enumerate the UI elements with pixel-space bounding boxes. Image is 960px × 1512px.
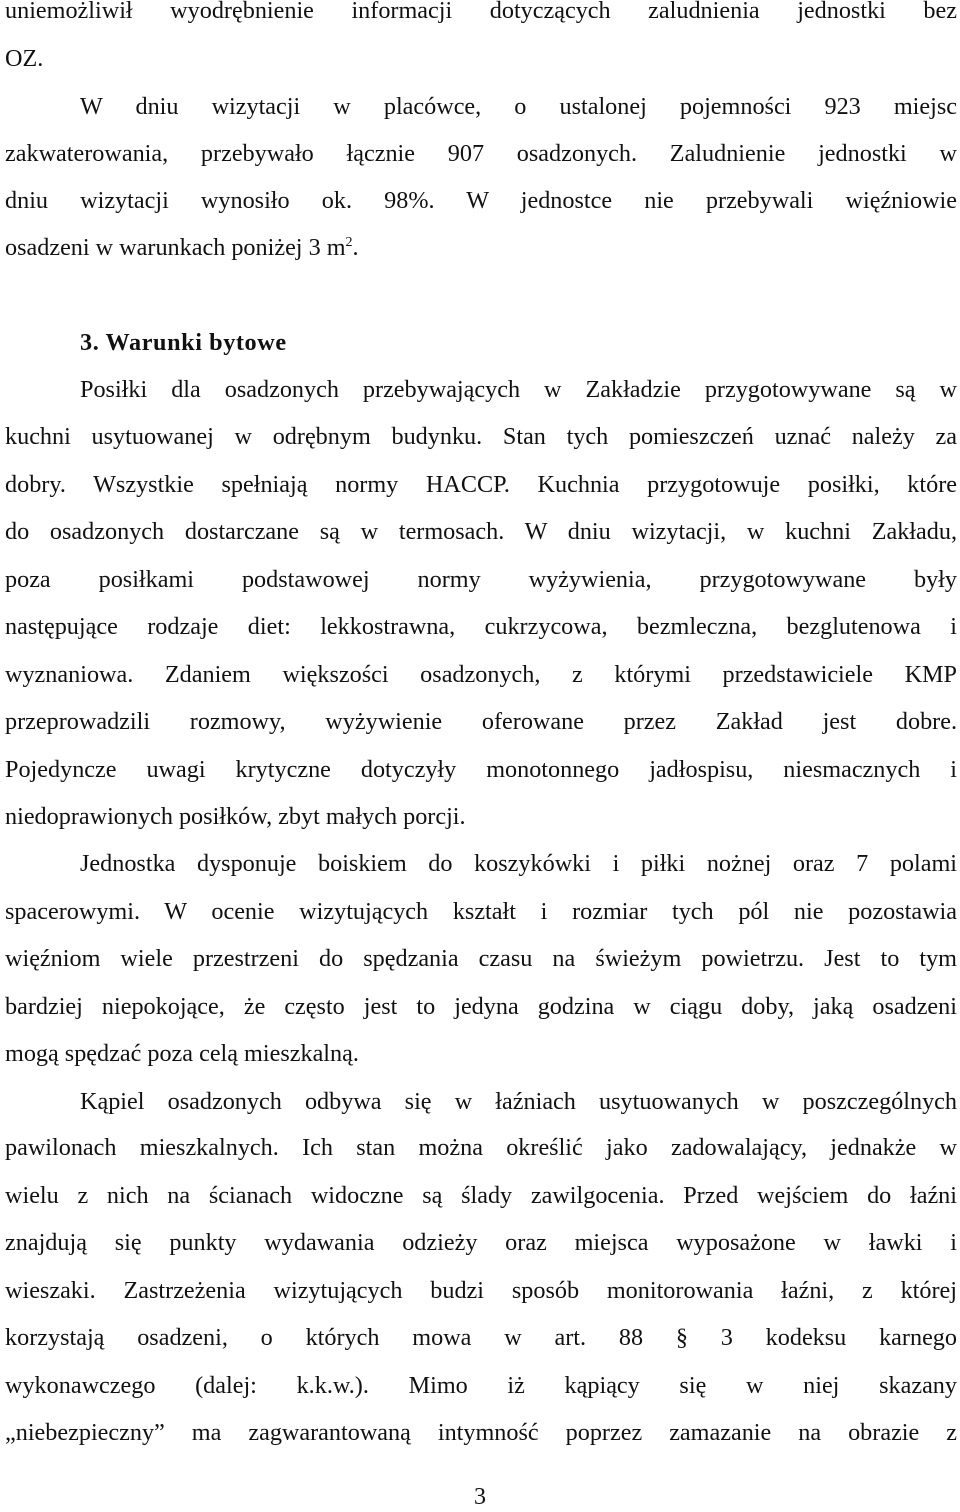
text-line: wyznaniowa. Zdaniem większości osadzonych, z którymi przedstawiciele KMP bbox=[5, 661, 957, 688]
section-heading: 3. Warunki bytowe bbox=[80, 329, 287, 356]
text-line: wykonawczego (dalej: k.k.w.). Mimo iż kąpiący się w niej skazany bbox=[5, 1372, 957, 1399]
text-line: niedoprawionych posiłków, zbyt małych porcji. bbox=[5, 803, 466, 830]
text-line: następujące rodzaje diet: lekkostrawna, cukrzycowa, bezmleczna, bezglutenowa i bbox=[5, 613, 957, 640]
text-line: Pojedyncze uwagi krytyczne dotyczyły monotonnego jadłospisu, niesmacznych i bbox=[5, 756, 957, 783]
text-line: znajdują się punkty wydawania odzieży oraz miejsca wyposażone w ławki i bbox=[5, 1229, 957, 1256]
superscript: 2 bbox=[345, 235, 353, 250]
text-line: Kąpiel osadzonych odbywa się w łaźniach usytuowanych w poszczególnych bbox=[80, 1088, 957, 1115]
text-line: bardziej niepokojące, że często jest to jedyna godzina w ciągu doby, jaką osadzeni bbox=[5, 993, 957, 1020]
text-line: uniemożliwił wyodrębnienie informacji dotyczących zaludnienia jednostki bez bbox=[5, 0, 957, 24]
text-line: „niebezpieczny” ma zagwarantowaną intymność poprzez zamazanie na obrazie z bbox=[5, 1419, 957, 1446]
text-line: W dniu wizytacji w placówce, o ustalonej pojemności 923 miejsc bbox=[80, 93, 957, 120]
text-line: wielu z nich na ścianach widoczne są ślady zawilgocenia. Przed wejściem do łaźni bbox=[5, 1182, 957, 1209]
text-line: wieszaki. Zastrzeżenia wizytujących budzi sposób monitorowania łaźni, z której bbox=[5, 1277, 957, 1304]
text-line: do osadzonych dostarczane są w termosach. W dniu wizytacji, w kuchni Zakładu, bbox=[5, 518, 957, 545]
text-line: korzystają osadzeni, o których mowa w art. 88 § 3 kodeksu karnego bbox=[5, 1324, 957, 1351]
text-line: przeprowadzili rozmowy, wyżywienie oferowane przez Zakład jest dobre. bbox=[5, 708, 957, 735]
text-line: mogą spędzać poza celą mieszkalną. bbox=[5, 1040, 359, 1067]
text-line: zakwaterowania, przebywało łącznie 907 osadzonych. Zaludnienie jednostki w bbox=[5, 140, 957, 167]
text-line: dobry. Wszystkie spełniają normy HACCP. Kuchnia przygotowuje posiłki, które bbox=[5, 471, 957, 498]
text-line: pawilonach mieszkalnych. Ich stan można określić jako zadowalający, jednakże w bbox=[5, 1134, 957, 1161]
text-line: dniu wizytacji wynosiło ok. 98%. W jednostce nie przebywali więźniowie bbox=[5, 187, 957, 214]
text-fragment: . bbox=[352, 234, 359, 261]
page-number: 3 bbox=[474, 1484, 486, 1510]
text-line: więźniom wiele przestrzeni do spędzania czasu na świeżym powietrzu. Jest to tym bbox=[5, 945, 957, 972]
text-fragment: osadzeni w warunkach poniżej 3 m bbox=[5, 234, 346, 261]
text-line bbox=[5, 233, 957, 263]
text-line: Jednostka dysponuje boiskiem do koszykówki i piłki nożnej oraz 7 polami bbox=[80, 850, 957, 877]
text-line: spacerowymi. W ocenie wizytujących kształt i rozmiar tych pól nie pozostawia bbox=[5, 898, 957, 925]
text-line: poza posiłkami podstawowej normy wyżywienia, przygotowywane były bbox=[5, 566, 957, 593]
text-line: Posiłki dla osadzonych przebywających w Zakładzie przygotowywane są w bbox=[80, 376, 957, 403]
text-line: OZ. bbox=[5, 45, 44, 72]
text-line: kuchni usytuowanej w odrębnym budynku. Stan tych pomieszczeń uznać należy za bbox=[5, 423, 957, 450]
